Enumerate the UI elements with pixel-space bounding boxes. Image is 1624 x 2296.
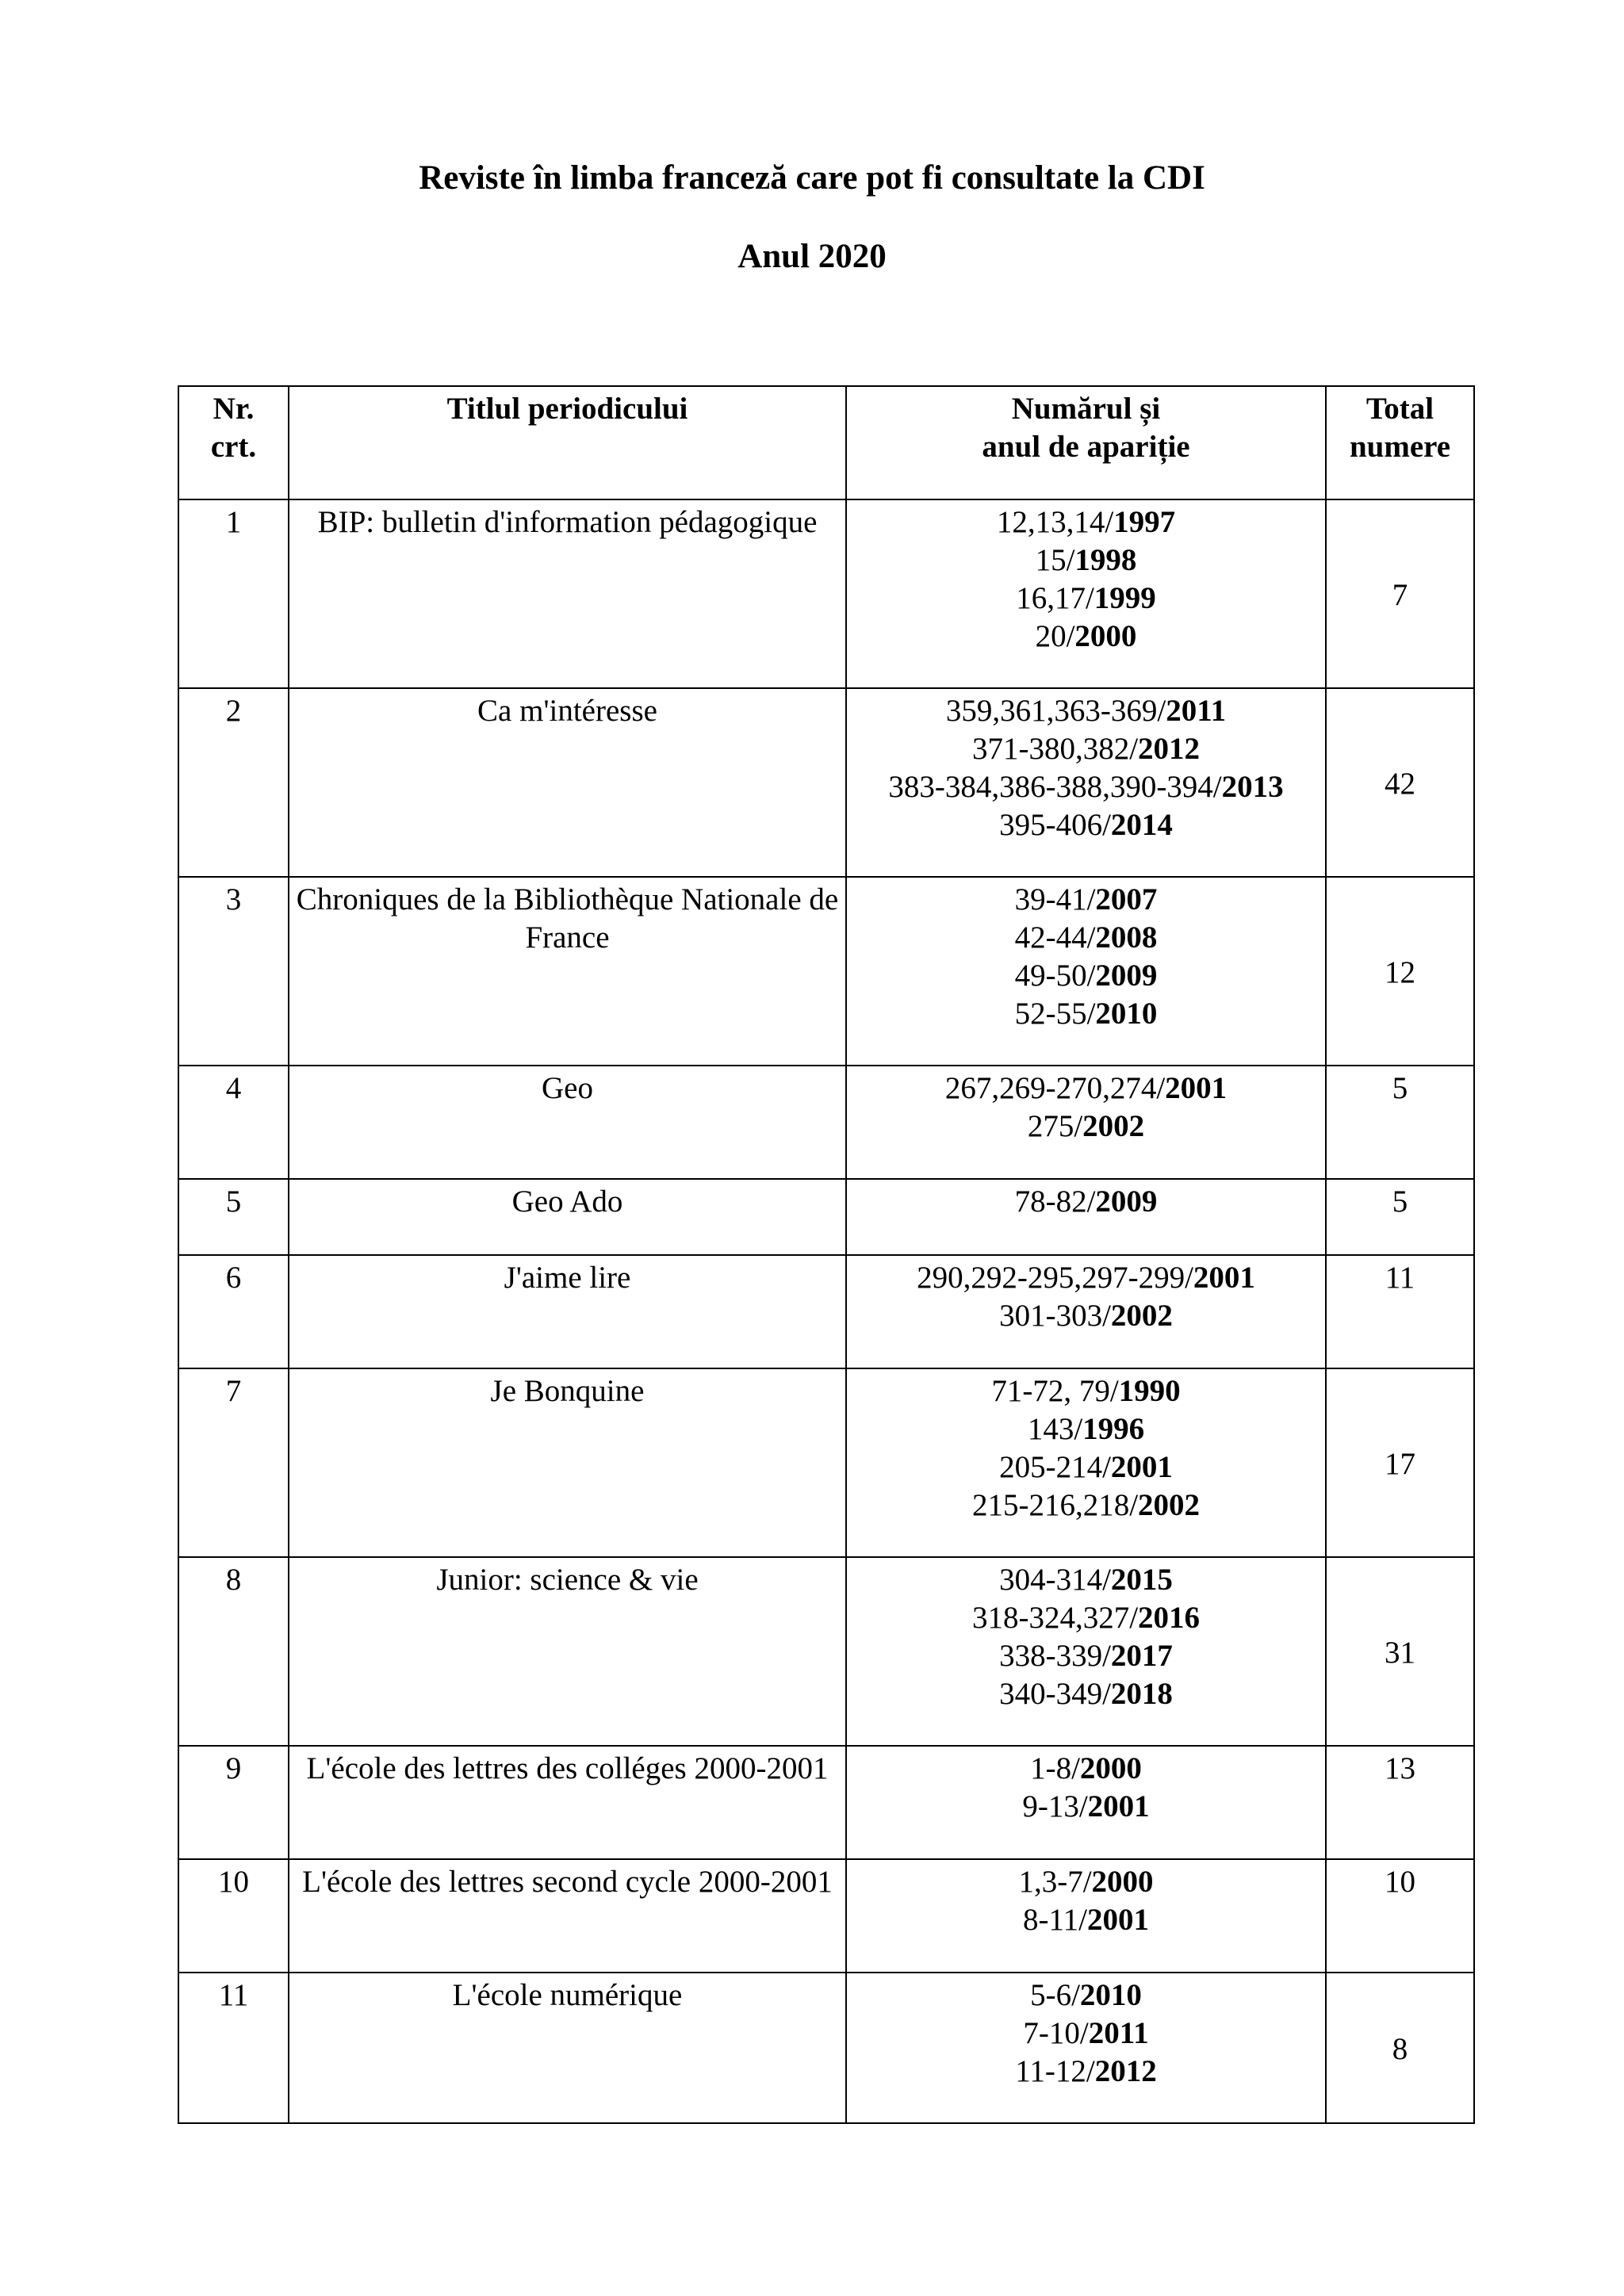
issue-year: 1990 (1118, 1374, 1181, 1408)
issue-line (847, 1487, 1325, 1525)
issue-line (847, 503, 1325, 541)
issue-year: 1998 (1074, 543, 1137, 577)
issue-year: 2001 (1086, 1903, 1149, 1937)
row-title: L'école numérique (289, 1973, 846, 2123)
issue-numbers: 5-6/ (1030, 1978, 1080, 2012)
issue-year: 2001 (1165, 1071, 1228, 1105)
issue-line (847, 1410, 1325, 1448)
row-issues (846, 1973, 1326, 2123)
issue-year: 2000 (1079, 1751, 1142, 1785)
header-nr-line-1: Nr. (213, 392, 255, 426)
issue-numbers: 304-314/ (999, 1563, 1111, 1597)
row-title: Chroniques de la Bibliothèque Nationale de France (289, 877, 846, 1066)
row-nr: 9 (178, 1746, 289, 1859)
issue-numbers: 290,292-295,297-299/ (917, 1261, 1193, 1295)
issue-line (847, 1561, 1325, 1599)
issue-numbers: 16,17/ (1016, 581, 1094, 615)
issue-line (847, 730, 1325, 768)
issue-year: 2009 (1095, 959, 1158, 993)
issue-year: 2018 (1110, 1677, 1173, 1711)
issue-line (847, 995, 1325, 1033)
issue-year: 2012 (1094, 2054, 1157, 2088)
issue-numbers: 49-50/ (1014, 959, 1096, 993)
issue-year: 1999 (1094, 581, 1156, 615)
table-row (178, 1255, 1474, 1368)
row-title: L'école des lettres second cycle 2000-2001 (289, 1859, 846, 1973)
row-title: Geo (289, 1066, 846, 1179)
table-row (178, 1179, 1474, 1255)
row-total: 8 (1326, 1973, 1474, 2123)
row-issues (846, 499, 1326, 688)
issue-line (847, 580, 1325, 618)
row-issues (846, 1066, 1326, 1179)
row-total: 11 (1326, 1255, 1474, 1368)
issue-numbers: 42-44/ (1014, 920, 1096, 955)
row-total: 12 (1326, 877, 1474, 1066)
issue-year: 2009 (1095, 1184, 1158, 1219)
table-row (178, 1557, 1474, 1746)
table-row (178, 1746, 1474, 1859)
row-total: 17 (1326, 1368, 1474, 1557)
issue-line (847, 806, 1325, 844)
issue-numbers: 215-216,218/ (971, 1488, 1139, 1522)
row-nr: 3 (178, 877, 289, 1066)
issue-numbers: 301-303/ (999, 1299, 1111, 1333)
row-total: 31 (1326, 1557, 1474, 1746)
issue-numbers: 1-8/ (1030, 1751, 1080, 1785)
issue-numbers: 11-12/ (1015, 2054, 1095, 2088)
issue-line (847, 1901, 1325, 1939)
issue-line (847, 1259, 1325, 1297)
header-nr-line-2: crt. (210, 430, 257, 464)
document-year: Anul 2020 (737, 238, 887, 275)
issue-year: 2010 (1095, 997, 1158, 1031)
document-title: Reviste în limba franceză care pot fi consultate la CDI (419, 159, 1205, 197)
row-nr: 6 (178, 1255, 289, 1368)
row-nr: 11 (178, 1973, 289, 2123)
issue-line (847, 1372, 1325, 1410)
issue-numbers: 338-339/ (999, 1639, 1111, 1673)
row-issues (846, 1557, 1326, 1746)
issue-year: 2000 (1074, 619, 1137, 653)
header-issues-line-2: anul de apariție (982, 430, 1190, 464)
issue-numbers: 275/ (1027, 1109, 1083, 1143)
issue-line (847, 2053, 1325, 2091)
issue-year: 2013 (1221, 770, 1284, 804)
issue-numbers: 383-384,386-388,390-394/ (888, 770, 1222, 804)
issue-line (847, 1448, 1325, 1487)
issue-year: 2012 (1138, 732, 1201, 766)
row-issues (846, 1859, 1326, 1973)
table-row (178, 877, 1474, 1066)
row-total: 10 (1326, 1859, 1474, 1973)
row-issues (846, 1255, 1326, 1368)
issue-year: 2001 (1193, 1261, 1255, 1295)
header-total-line-2: numere (1349, 430, 1451, 464)
issue-year: 2010 (1079, 1978, 1142, 2012)
issue-line (847, 541, 1325, 580)
issue-line (847, 881, 1325, 919)
issue-line (847, 1637, 1325, 1675)
issue-year: 2001 (1110, 1450, 1173, 1484)
issue-numbers: 52-55/ (1014, 997, 1096, 1031)
header-title: Titlul periodicului (289, 386, 846, 499)
issue-line (847, 1599, 1325, 1637)
header-issues (846, 386, 1326, 499)
header-total-line-1: Total (1365, 392, 1434, 426)
row-nr: 2 (178, 688, 289, 877)
issue-year: 2002 (1138, 1488, 1201, 1522)
issue-year: 2001 (1087, 1789, 1150, 1823)
issue-line (847, 1863, 1325, 1901)
table-row (178, 1973, 1474, 2123)
issue-numbers: 39-41/ (1014, 882, 1096, 916)
issue-numbers: 359,361,363-369/ (945, 694, 1166, 728)
row-nr: 10 (178, 1859, 289, 1973)
issue-numbers: 318-324,327/ (971, 1601, 1139, 1635)
row-nr: 1 (178, 499, 289, 688)
issue-line (847, 618, 1325, 656)
issue-numbers: 340-349/ (999, 1677, 1111, 1711)
row-nr: 8 (178, 1557, 289, 1746)
issue-line (847, 1297, 1325, 1335)
issue-year: 2008 (1095, 920, 1158, 955)
row-title: Junior: science & vie (289, 1557, 846, 1746)
issue-year: 2014 (1110, 808, 1173, 842)
issue-numbers: 395-406/ (999, 808, 1111, 842)
table-row (178, 1368, 1474, 1557)
issue-line (847, 1070, 1325, 1108)
issue-line (847, 1750, 1325, 1788)
row-title: Je Bonquine (289, 1368, 846, 1557)
issue-year: 1996 (1082, 1412, 1145, 1446)
row-nr: 5 (178, 1179, 289, 1255)
header-nr (178, 386, 289, 499)
row-total: 5 (1326, 1066, 1474, 1179)
issue-line (847, 1976, 1325, 2015)
issue-year: 2016 (1138, 1601, 1201, 1635)
header-total (1326, 386, 1474, 499)
row-total: 7 (1326, 499, 1474, 688)
issue-year: 2015 (1110, 1563, 1173, 1597)
row-issues (846, 1179, 1326, 1255)
issue-numbers: 71-72, 79/ (991, 1374, 1119, 1408)
row-nr: 4 (178, 1066, 289, 1179)
row-total: 13 (1326, 1746, 1474, 1859)
issue-line (847, 1183, 1325, 1221)
issue-numbers: 7-10/ (1023, 2016, 1089, 2050)
issue-numbers: 78-82/ (1014, 1184, 1096, 1219)
issue-numbers: 143/ (1027, 1412, 1083, 1446)
issue-line (847, 1108, 1325, 1146)
issue-line (847, 1675, 1325, 1713)
issue-numbers: 1,3-7/ (1018, 1865, 1092, 1899)
issue-year: 2002 (1082, 1109, 1145, 1143)
table-row (178, 688, 1474, 877)
issue-year: 2011 (1088, 2016, 1149, 2050)
issue-numbers: 15/ (1035, 543, 1075, 577)
table-row (178, 1066, 1474, 1179)
row-title: Geo Ado (289, 1179, 846, 1255)
table-row (178, 499, 1474, 688)
issue-year: 1997 (1113, 505, 1176, 539)
issue-numbers: 20/ (1035, 619, 1075, 653)
issue-line (847, 768, 1325, 806)
issue-numbers: 205-214/ (999, 1450, 1111, 1484)
issue-line (847, 919, 1325, 957)
row-issues (846, 1368, 1326, 1557)
issue-year: 2011 (1166, 694, 1227, 728)
issue-year: 2000 (1091, 1865, 1154, 1899)
issue-numbers: 267,269-270,274/ (944, 1071, 1166, 1105)
header-issues-line-1: Numărul și (1011, 392, 1161, 426)
table-row (178, 1859, 1474, 1973)
row-issues (846, 1746, 1326, 1859)
periodicals-table (178, 385, 1475, 2124)
issue-line (847, 957, 1325, 995)
issue-numbers: 12,13,14/ (996, 505, 1114, 539)
issue-numbers: 9-13/ (1022, 1789, 1088, 1823)
row-title: Ca m'intéresse (289, 688, 846, 877)
row-issues (846, 877, 1326, 1066)
issue-year: 2017 (1110, 1639, 1173, 1673)
row-nr: 7 (178, 1368, 289, 1557)
row-title: L'école des lettres des colléges 2000-2001 (289, 1746, 846, 1859)
row-total: 5 (1326, 1179, 1474, 1255)
issue-numbers: 8-11/ (1023, 1903, 1087, 1937)
row-title: BIP: bulletin d'information pédagogique (289, 499, 846, 688)
row-title: J'aime lire (289, 1255, 846, 1368)
issue-line (847, 692, 1325, 730)
row-issues (846, 688, 1326, 877)
issue-numbers: 371-380,382/ (971, 732, 1139, 766)
issue-year: 2007 (1095, 882, 1158, 916)
issue-year: 2002 (1110, 1299, 1173, 1333)
issue-line (847, 2015, 1325, 2053)
row-total: 42 (1326, 688, 1474, 877)
table-header-row (178, 386, 1474, 499)
issue-line (847, 1788, 1325, 1826)
